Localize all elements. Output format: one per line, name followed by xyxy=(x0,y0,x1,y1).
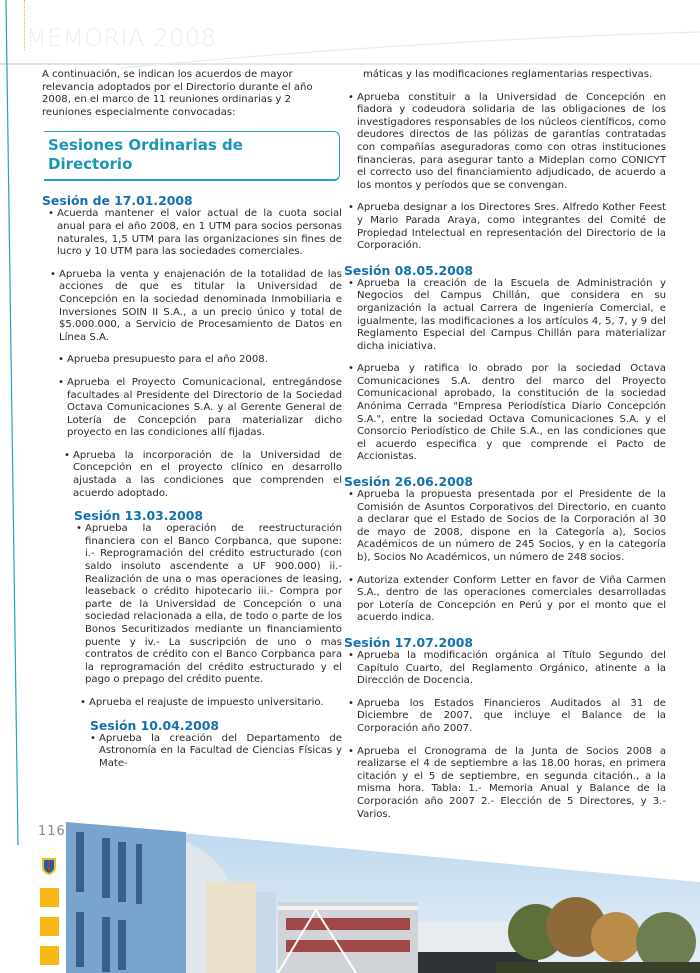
left-column xyxy=(40,69,342,780)
right-column xyxy=(344,69,666,831)
session-block xyxy=(90,718,342,771)
session-title: Sesión 26.06.2008 xyxy=(344,474,473,490)
agreement-item: • Aprueba la modificación orgánica al Título Segundo del Capítulo Cuarto, del Reglamento Orgánico, atinente a la Dirección de Docencia. xyxy=(336,650,666,688)
session-title: Sesión 13.03.2008 xyxy=(74,508,203,524)
session-title: Sesión de 17.01.2008 xyxy=(42,193,193,209)
session-block xyxy=(40,193,342,500)
agreement-item: • Aprueba la propuesta presentada por el Presidente de la Comisión de Asuntos Corporativos del Directorio, en cuanto a declarar que el Estado de Socios de la Corporación al 30 de mayo de 2008, dispone en la Categoría a), Socios Académicos de un número de 245 Socios, y en la categoría b), Socios No Académicos, un número de 248 socios. xyxy=(336,489,666,565)
session-title: Sesión 08.05.2008 xyxy=(344,262,473,278)
agreement-item: • Aprueba y ratifica lo obrado por la sociedad Octava Comunicaciones S.A. dentro del marco del Proyecto Comunicacional aprobado, la constitución de la sociedad Anónima Cerrada "Empresa Periodística Diario Concepción S.A.", entre la sociedad Octava Comunicaciones S.A. y el Consorcio Periodístico de Chile S.A., en las condiciones que el acuerdo especifica y que comprende el Pacto de Accionistas. xyxy=(336,363,666,464)
agreement-item: • Aprueba presupuesto para el año 2008. xyxy=(46,354,342,367)
section-title-line1: Sesiones Ordinarias de xyxy=(48,136,243,155)
agreement-item: • Aprueba la operación de reestructuración financiera con el Banco Corpbanca, que supone: i.- Reprogramación del crédito estructurado (con saldo insoluto ascendente a UF 900.000) ii.- Realización de una o mas operaciones de leasing, leaseback o crédito hipotecario iii.- Compra por parte de la Universidad de Concepción o una sociedad relacionada a ella, de todo o parte de los Bonos Securitizados mediante un financiamiento puente y iv.- La suscripción de uno o mas contratos de crédito con el Banco Corpbanca para la reprogramación del crédito estructurado y el pago o prepago del crédito puente. xyxy=(64,523,342,687)
agreement-item: • Aprueba la venta y enajenación de la totalidad de las acciones de que es titular la Universidad de Concepción en la sociedad denominada Inmobiliaria e Inversiones SOIN II S.A., a un precio único y total de $5.000.000, a Servicio de Procesamiento de Datos en Línea S.A. xyxy=(38,269,342,345)
section-heading-box xyxy=(44,131,340,181)
agreement-item: • Aprueba el reajuste de impuesto universitario. xyxy=(68,697,342,710)
agreement-item: • Aprueba el Proyecto Comunicacional, entregándose facultades al Presidente del Directorio de la Sociedad Octava Comunicaciones S.A. y al Gerente General de Lotería de Concepción para materializar dicho proyecto en las condiciones allí fijadas. xyxy=(46,377,342,440)
agreement-item: • Acuerda mantener el valor actual de la cuota social anual para el año 2008, en 1 UTM para socios personas naturales, 1,5 UTM para las organizaciones sin fines de lucro y 10 UTM para las sociedades comerciales. xyxy=(36,208,342,258)
agreement-item: • Aprueba la creación del Departamento de Astronomía en la Facultad de Ciencias Físicas y Mate- xyxy=(78,733,342,771)
page-number: 116 xyxy=(38,824,66,839)
agreement-item: • Aprueba constituir a la Universidad de Concepción en fiadora y codeudora solidaria de las obligaciones de los investigadores responsables de los núcleos científicos, como deudores directos de las pólizas de garantías contratadas con compañías aseguradoras como con otras instituciones financieras, para asegurar tanto a Mideplan como CONICYT el correcto uso del financiamiento adjudicado, de acuerdo a los montos y períodos que se convengan. xyxy=(336,92,666,193)
agreement-item: • Aprueba designar a los Directores Sres. Alfredo Kother Feest y Mario Parada Araya, como integrantes del Comité de Propiedad Intelectual en representación del Directorio de la Corporación. xyxy=(336,202,666,252)
intro-paragraph: A continuación, se indican los acuerdos de mayor relevancia adoptados por el Directorio durante el año 2008, en el marco de 11 reuniones ordinarias y 2 reuniones especialmente convocadas: xyxy=(42,69,313,118)
document-title: MEMORIA 2008 xyxy=(26,24,217,52)
yellow-square-decoration xyxy=(40,946,59,965)
agreement-item: • Aprueba la incorporación de la Universidad de Concepción en el proyecto clínico en desarrollo ajustada a las condiciones que comprenden el acuerdo adoptado. xyxy=(52,450,342,500)
agreement-item: • Autoriza extender Conform Letter en favor de Viña Carmen S.A., dentro de las operaciones comerciales desarrolladas por Lotería de Concepción en Perú y por el monto que el acuerdo indica. xyxy=(336,575,666,625)
university-crest-icon xyxy=(41,857,57,876)
agreement-item: • Aprueba los Estados Financieros Auditados al 31 de Diciembre de 2007, que incluye el Balance de la Corporación año 2007. xyxy=(336,698,666,736)
campus-buildings-illustration xyxy=(66,822,700,973)
yellow-square-decoration xyxy=(40,917,59,936)
session-title: Sesión 10.04.2008 xyxy=(90,717,219,733)
agreement-item: • Aprueba el Cronograma de la Junta de Socios 2008 a realizarse el 4 de septiembre a las 18.00 horas, en primera citación y el 5 de septiembre, en segunda citación., a la misma hora. Tabla: 1.- Memoria Anual y Balance de la Corporación año 2007 2.- Elección de 5 Directores, y 3.-Varios. xyxy=(336,746,666,822)
session-block xyxy=(74,508,342,709)
session-title: Sesión 17.07.2008 xyxy=(344,634,473,650)
yellow-square-decoration xyxy=(40,888,59,907)
campus-photo xyxy=(66,822,700,973)
agreement-item: • Aprueba la creación de la Escuela de Administración y Negocios del Campus Chillán, que considera en su organización la actual Carrera de Ingeniería Comercial, e igualmente, las modificaciones a los artículos 4, 5, 7, y 9 del Reglamento Especial del Campus Chillán para materializar dicha iniciativa. xyxy=(336,278,666,354)
agreement-item-continued: máticas y las modificaciones reglamentarias respectivas. xyxy=(363,69,653,80)
section-title-line2: Directorio xyxy=(48,155,133,174)
